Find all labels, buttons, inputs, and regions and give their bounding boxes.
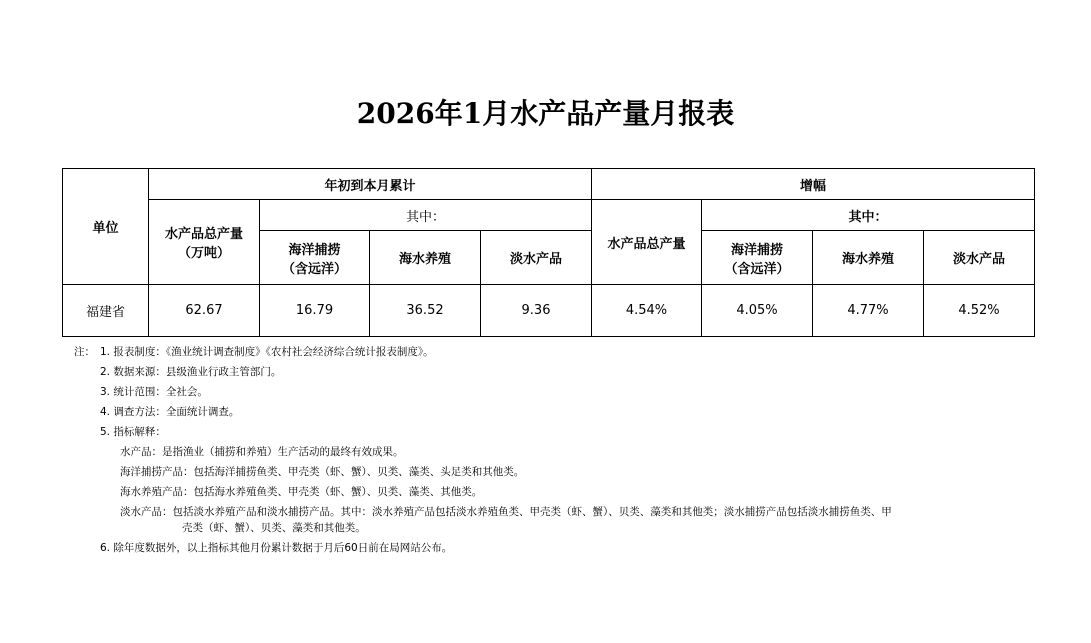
total-output-header bbox=[149, 200, 260, 285]
growth-marine-fishing-cell: 4.05% bbox=[702, 285, 813, 337]
marine-fishing-header-line2: （含远洋） bbox=[281, 261, 347, 277]
cumulative-header: 年初到本月累计 bbox=[149, 169, 592, 200]
definition-marine-fishing: 海洋捕捞产品：包括海洋捕捞鱼类、甲壳类（虾、蟹）、贝类、藻类、头足类和其他类。 bbox=[120, 466, 525, 478]
table-row bbox=[63, 285, 1035, 337]
note-4: 4. 调查方法：全面统计调查。 bbox=[100, 406, 240, 418]
definition-freshwater bbox=[62, 504, 1032, 536]
freshwater-cell: 9.36 bbox=[481, 285, 592, 337]
marine-fishing-cell: 16.79 bbox=[260, 285, 370, 337]
definition-freshwater-line2: 壳类（虾、蟹）、贝类、藻类和其他类。 bbox=[182, 522, 366, 534]
definition-freshwater-line1: 淡水产品：包括淡水养殖产品和淡水捕捞产品。其中：淡水养殖产品包括淡水养殖鱼类、甲壳类（虾、蟹）、贝类、藻类和其他类；淡水捕捞产品包括淡水捕捞鱼类、甲 bbox=[120, 506, 892, 518]
growth-total-header: 水产品总产量 bbox=[592, 200, 702, 285]
of-which-header-cumulative: 其中： bbox=[260, 200, 592, 231]
total-output-header-line1: 水产品总产量 bbox=[164, 227, 243, 242]
note-1-text: 1. 报表制度：《渔业统计调查制度》《农村社会经济综合统计报表制度》。 bbox=[100, 346, 434, 358]
report-table bbox=[62, 168, 1035, 337]
growth-marine-fishing-header bbox=[702, 231, 813, 285]
note-3: 3. 统计范围：全社会。 bbox=[100, 386, 208, 398]
mariculture-header: 海水养殖 bbox=[370, 231, 481, 285]
growth-header: 增幅 bbox=[592, 169, 1035, 200]
notes-label: 注： bbox=[74, 346, 95, 358]
notes-section bbox=[62, 342, 1032, 558]
growth-freshwater-header: 淡水产品 bbox=[924, 231, 1035, 285]
growth-mariculture-cell: 4.77% bbox=[813, 285, 924, 337]
mariculture-cell: 36.52 bbox=[370, 285, 481, 337]
unit-header: 单位 bbox=[63, 169, 149, 285]
marine-fishing-header-line1: 海洋捕捞 bbox=[288, 242, 341, 258]
note-2: 2. 数据来源：县级渔业行政主管部门。 bbox=[100, 366, 282, 378]
growth-freshwater-cell: 4.52% bbox=[924, 285, 1035, 337]
definition-aquatic-products: 水产品：是指渔业（捕捞和养殖）生产活动的最终有效成果。 bbox=[120, 446, 404, 458]
total-output-header-line2: （万吨） bbox=[177, 246, 230, 261]
note-1 bbox=[62, 342, 1032, 362]
note-6: 6. 除年度数据外，以上指标其他月份累计数据于月后60日前在局网站公布。 bbox=[100, 542, 453, 554]
marine-fishing-header bbox=[260, 231, 370, 285]
freshwater-header: 淡水产品 bbox=[481, 231, 592, 285]
definition-mariculture: 海水养殖产品：包括海水养殖鱼类、甲壳类（虾、蟹）、贝类、藻类、其他类。 bbox=[120, 486, 483, 498]
region-cell: 福建省 bbox=[63, 285, 149, 337]
growth-marine-fishing-header-line1: 海洋捕捞 bbox=[731, 242, 784, 258]
total-output-cell: 62.67 bbox=[149, 285, 260, 337]
note-5: 5. 指标解释： bbox=[100, 426, 166, 438]
of-which-header-growth: 其中： bbox=[702, 200, 1035, 231]
growth-marine-fishing-header-line2: （含远洋） bbox=[724, 261, 790, 277]
growth-total-cell: 4.54% bbox=[592, 285, 702, 337]
report-title: 2026年1月水产品产量月报表 bbox=[356, 97, 735, 130]
growth-mariculture-header: 海水养殖 bbox=[813, 231, 924, 285]
